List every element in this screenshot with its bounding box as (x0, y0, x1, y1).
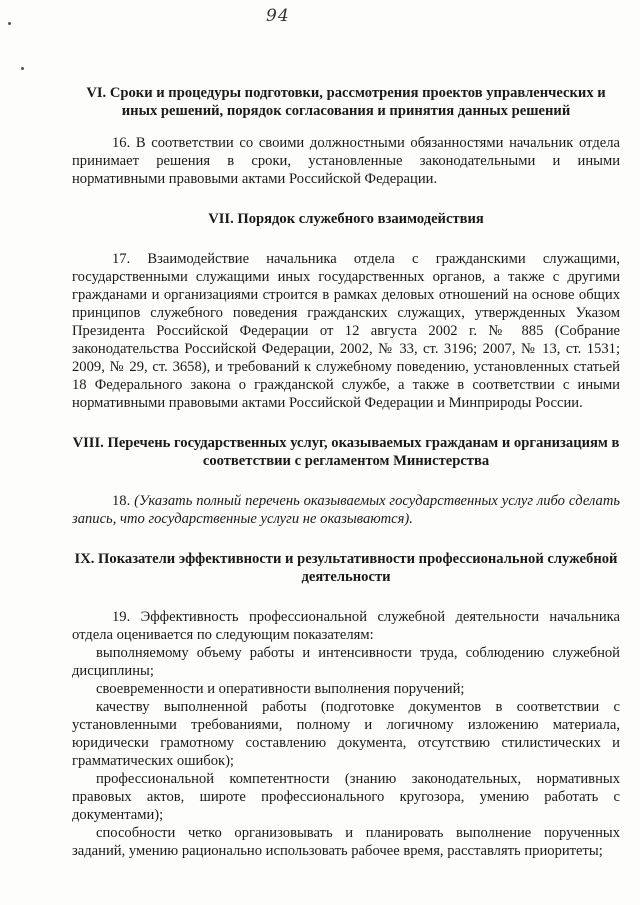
section-6-heading: VI. Сроки и процедуры подготовки, рассмотрения проектов управленческих и иных решений, порядок согласования и принятия данных решений (86, 85, 606, 119)
list-item: качеству выполненной работы (подготовке документов в соответствии с установленными требованиями, полному и логичному изложению материала, юридически грамотному составлению документа, отсутствию стилистических и грамматических ошибок); (72, 699, 620, 769)
paragraph-18-number: 18. (112, 493, 131, 509)
paragraph-16: 16. В соответствии со своими должностными обязанностями начальник отдела принимает решения в сроки, установленные законодательными и иными нормативными правовыми актами Российской Федерации. (72, 135, 620, 187)
list-item: своевременности и оперативности выполнения поручений; (96, 681, 465, 697)
paragraph-19: 19. Эффективность профессиональной служебной деятельности начальника отдела оценивается по следующим показателям: (72, 609, 620, 643)
section-8-heading: VIII. Перечень государственных услуг, оказываемых гражданам и организациям в соответствии с регламентом Министерства (72, 435, 620, 469)
margin-mark (8, 22, 11, 25)
paragraph-18-text: (Указать полный перечень оказываемых государственных услуг либо сделать запись, что государственные услуги не оказываются). (72, 493, 620, 527)
section-7-heading: VII. Порядок служебного взаимодействия (208, 211, 484, 227)
section-9-heading: IX. Показатели эффективности и результативности профессиональной служебной деятельности (74, 551, 618, 585)
paragraph-18 (72, 492, 620, 528)
document-body (72, 84, 620, 860)
list-item: выполняемому объему работы и интенсивности труда, соблюдению служебной дисциплины; (72, 645, 620, 679)
list-item: способности четко организовывать и планировать выполнение порученных заданий, умению рационально использовать рабочее время, расставлять приоритеты; (72, 825, 620, 859)
paragraph-17: 17. Взаимодействие начальника отдела с гражданскими служащими, государственными служащими иных государственных органов, а также с другими гражданами и организациями строится в рамках деловых отношений на основе общих принципов служебного поведения гражданских служащих, утвержденных Указом Президента Российской Федерации от 12 августа 2002 г. № 885 (Собрание законодательства Российской Федерации, 2002, № 33, ст. 3196; 2007, № 13, ст. 1531; 2009, № 29, ст. 3658), и требований к служебному поведению, установленных статьей 18 Федерального закона о гражданской службе, а также в соответствии с иными нормативными правовыми актами Российской Федерации и Минприроды России. (72, 251, 620, 411)
page-number: 94 (266, 6, 290, 26)
list-item: профессиональной компетентности (знанию законодательных, нормативных правовых актов, широте профессионального кругозора, умению работать с документами); (72, 771, 620, 823)
margin-mark (21, 67, 24, 70)
